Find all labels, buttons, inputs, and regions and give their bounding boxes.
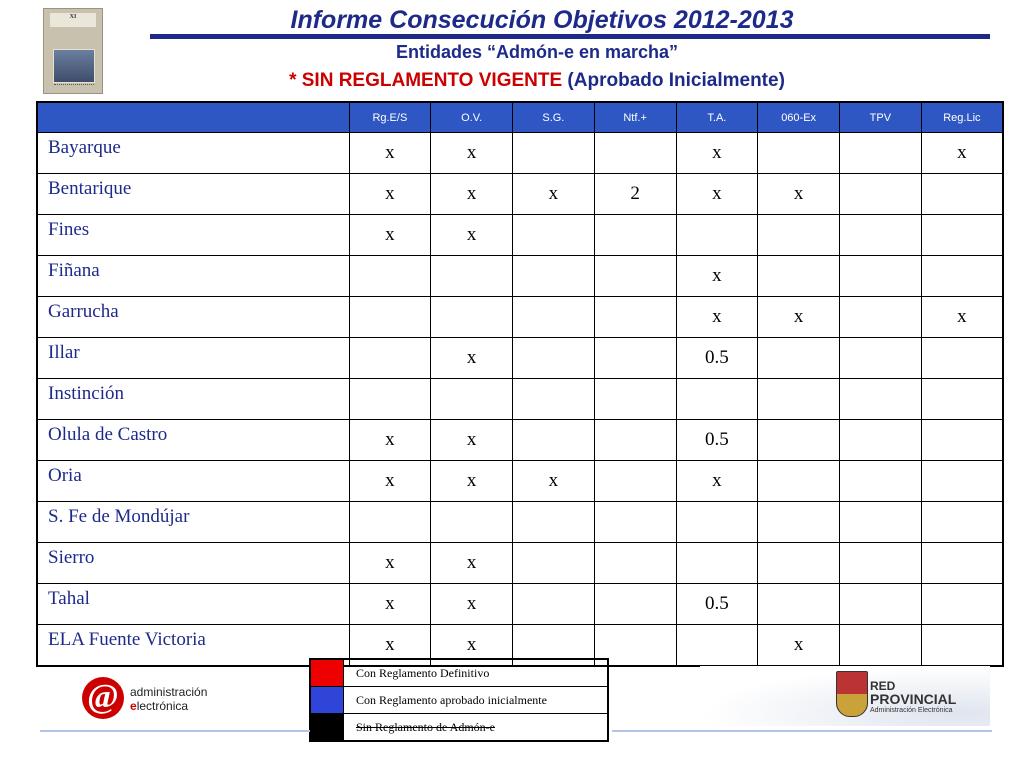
thumbnail-label: XI: [50, 13, 96, 27]
table-cell: [921, 461, 1003, 502]
red-provincial-line1: RED: [870, 679, 896, 693]
table-cell: 0.5: [676, 584, 758, 625]
table-row: [37, 215, 1003, 256]
table-row: [37, 543, 1003, 584]
table-cell: [513, 256, 595, 297]
table-cell: [758, 420, 840, 461]
entity-name: Bayarque: [37, 133, 349, 174]
column-header: 060-Ex: [758, 102, 840, 133]
table-cell: [840, 461, 922, 502]
table-cell: [431, 297, 513, 338]
legend-swatch: [310, 714, 344, 742]
table-cell: 0.5: [676, 338, 758, 379]
table-cell: [840, 625, 922, 667]
table-row: [37, 584, 1003, 625]
table-cell: [594, 461, 676, 502]
legend-label-cell: [344, 714, 609, 742]
table-cell: x: [349, 215, 431, 256]
entity-name: Fines: [37, 215, 349, 256]
table-cell: x: [431, 584, 513, 625]
legend-swatch: [310, 659, 344, 687]
entity-name: S. Fe de Mondújar: [37, 502, 349, 543]
legend-label: Con Reglamento aprobado inicialmente: [356, 692, 547, 707]
table-cell: [758, 215, 840, 256]
column-header: Rg.E/S: [349, 102, 431, 133]
table-cell: [513, 297, 595, 338]
footer-rule-right: [612, 730, 992, 732]
table-cell: [676, 543, 758, 584]
at-sign-icon: @: [82, 677, 124, 719]
table-cell: [594, 420, 676, 461]
table-cell: x: [349, 420, 431, 461]
footer-rule-left: [40, 730, 310, 732]
table-cell: [594, 256, 676, 297]
table-cell: [513, 502, 595, 543]
table-cell: [513, 338, 595, 379]
status-note-detail: (Aprobado Inicialmente): [562, 70, 785, 91]
table-cell: [758, 461, 840, 502]
table-cell: x: [431, 543, 513, 584]
table-cell: [921, 338, 1003, 379]
table-row: [37, 174, 1003, 215]
table-cell: x: [513, 174, 595, 215]
table-cell: x: [349, 543, 431, 584]
logo-text-line1: administración: [130, 685, 208, 699]
table-cell: x: [758, 174, 840, 215]
table-cell: x: [349, 174, 431, 215]
table-cell: [513, 543, 595, 584]
table-cell: [431, 256, 513, 297]
table-cell: [921, 543, 1003, 584]
table-cell: x: [431, 133, 513, 174]
table-cell: x: [349, 625, 431, 667]
table-cell: [349, 297, 431, 338]
table-cell: [594, 338, 676, 379]
table-cell: [431, 502, 513, 543]
table-cell: [431, 379, 513, 420]
table-cell: x: [921, 133, 1003, 174]
table-cell: [840, 379, 922, 420]
table-row: [37, 256, 1003, 297]
entity-name: Sierro: [37, 543, 349, 584]
entity-name: Bentarique: [37, 174, 349, 215]
objectives-table: [36, 101, 1004, 667]
logo-text-rest: lectrónica: [136, 699, 189, 713]
legend-label-cell: [344, 659, 609, 687]
table-cell: [921, 215, 1003, 256]
red-provincial-logo: [836, 671, 1006, 721]
legend-label: Sin Reglamento de Admón-e: [356, 719, 495, 734]
table-cell: [758, 133, 840, 174]
status-note: [0, 70, 1024, 92]
table-cell: [921, 420, 1003, 461]
table-header-corner: [37, 102, 349, 133]
page-title: Informe Consecución Objetivos 2012-2013: [290, 6, 794, 34]
table-cell: [758, 584, 840, 625]
legend-label: Con Reglamento Definitivo: [356, 665, 490, 680]
entity-name: Instinción: [37, 379, 349, 420]
table-row: [37, 420, 1003, 461]
entity-name: Illar: [37, 338, 349, 379]
table-cell: x: [349, 584, 431, 625]
table-header-row: [37, 102, 1003, 133]
table-cell: x: [431, 215, 513, 256]
administracion-electronica-logo: [82, 677, 232, 723]
table-cell: x: [349, 133, 431, 174]
coat-of-arms-icon: [836, 671, 868, 717]
table-cell: [921, 625, 1003, 667]
table-body: [37, 133, 1003, 667]
table-cell: [594, 297, 676, 338]
table-cell: [676, 502, 758, 543]
table-cell: x: [431, 625, 513, 667]
table-cell: x: [513, 461, 595, 502]
table-cell: [921, 256, 1003, 297]
table-cell: [840, 502, 922, 543]
table-cell: [594, 543, 676, 584]
table-cell: [840, 338, 922, 379]
table-cell: [840, 584, 922, 625]
table-cell: [594, 215, 676, 256]
table-cell: 2: [594, 174, 676, 215]
table-cell: [349, 256, 431, 297]
legend-label-cell: [344, 687, 609, 714]
table-cell: [513, 420, 595, 461]
column-header: Ntf.+: [594, 102, 676, 133]
table-cell: [349, 338, 431, 379]
red-provincial-line3: Administración Electrónica: [870, 707, 953, 714]
entity-name: Olula de Castro: [37, 420, 349, 461]
table-cell: [758, 338, 840, 379]
table-cell: [840, 133, 922, 174]
table-cell: x: [676, 174, 758, 215]
table-cell: [676, 379, 758, 420]
table-row: [37, 133, 1003, 174]
legend-swatch: [310, 687, 344, 714]
table-cell: [921, 379, 1003, 420]
table-cell: [840, 297, 922, 338]
table-row: [37, 379, 1003, 420]
table-row: [37, 297, 1003, 338]
title-underline: [150, 34, 990, 39]
table-cell: [840, 256, 922, 297]
table-cell: [513, 584, 595, 625]
table-cell: [594, 502, 676, 543]
table-cell: [921, 502, 1003, 543]
page-subtitle: Entidades “Admón-e en marcha”: [395, 42, 679, 62]
table-cell: x: [676, 256, 758, 297]
table-cell: [840, 215, 922, 256]
legend-item: [310, 659, 608, 687]
table-row: [37, 502, 1003, 543]
legend-item: [310, 687, 608, 714]
legend-table: [309, 658, 609, 742]
table-cell: [676, 625, 758, 667]
table-cell: x: [676, 297, 758, 338]
table-cell: [921, 584, 1003, 625]
table-cell: [758, 256, 840, 297]
table-cell: [349, 502, 431, 543]
entity-name: Garrucha: [37, 297, 349, 338]
table-cell: [594, 379, 676, 420]
table-cell: [513, 133, 595, 174]
table-cell: [921, 174, 1003, 215]
table-cell: 0.5: [676, 420, 758, 461]
table-cell: x: [758, 625, 840, 667]
table-cell: [513, 215, 595, 256]
entity-name: Fiñana: [37, 256, 349, 297]
table-cell: [513, 379, 595, 420]
entity-name: Oria: [37, 461, 349, 502]
column-header: O.V.: [431, 102, 513, 133]
legend-item: [310, 714, 608, 742]
table-cell: [349, 379, 431, 420]
entity-name: Tahal: [37, 584, 349, 625]
red-provincial-line2: PROVINCIAL: [870, 691, 957, 707]
table-cell: x: [921, 297, 1003, 338]
table-cell: x: [431, 420, 513, 461]
table-cell: x: [431, 174, 513, 215]
table-cell: [840, 174, 922, 215]
table-cell: [758, 543, 840, 584]
table-cell: [840, 543, 922, 584]
table-cell: [594, 133, 676, 174]
entity-name: ELA Fuente Victoria: [37, 625, 349, 667]
table-cell: [676, 215, 758, 256]
column-header: TPV: [840, 102, 922, 133]
table-row: [37, 338, 1003, 379]
table-cell: x: [431, 461, 513, 502]
logo-text-line2: [130, 699, 188, 713]
table-cell: [594, 584, 676, 625]
table-row: [37, 461, 1003, 502]
table-cell: x: [349, 461, 431, 502]
table-cell: [758, 379, 840, 420]
table-cell: x: [431, 338, 513, 379]
logo-text-e: e: [130, 699, 137, 713]
status-note-main: * SIN REGLAMENTO VIGENTE: [289, 70, 563, 91]
table-cell: [758, 502, 840, 543]
table-cell: x: [758, 297, 840, 338]
column-header: S.G.: [513, 102, 595, 133]
table-cell: x: [676, 133, 758, 174]
column-header: T.A.: [676, 102, 758, 133]
table-cell: x: [676, 461, 758, 502]
table-cell: [840, 420, 922, 461]
column-header: Reg.Lic: [921, 102, 1003, 133]
